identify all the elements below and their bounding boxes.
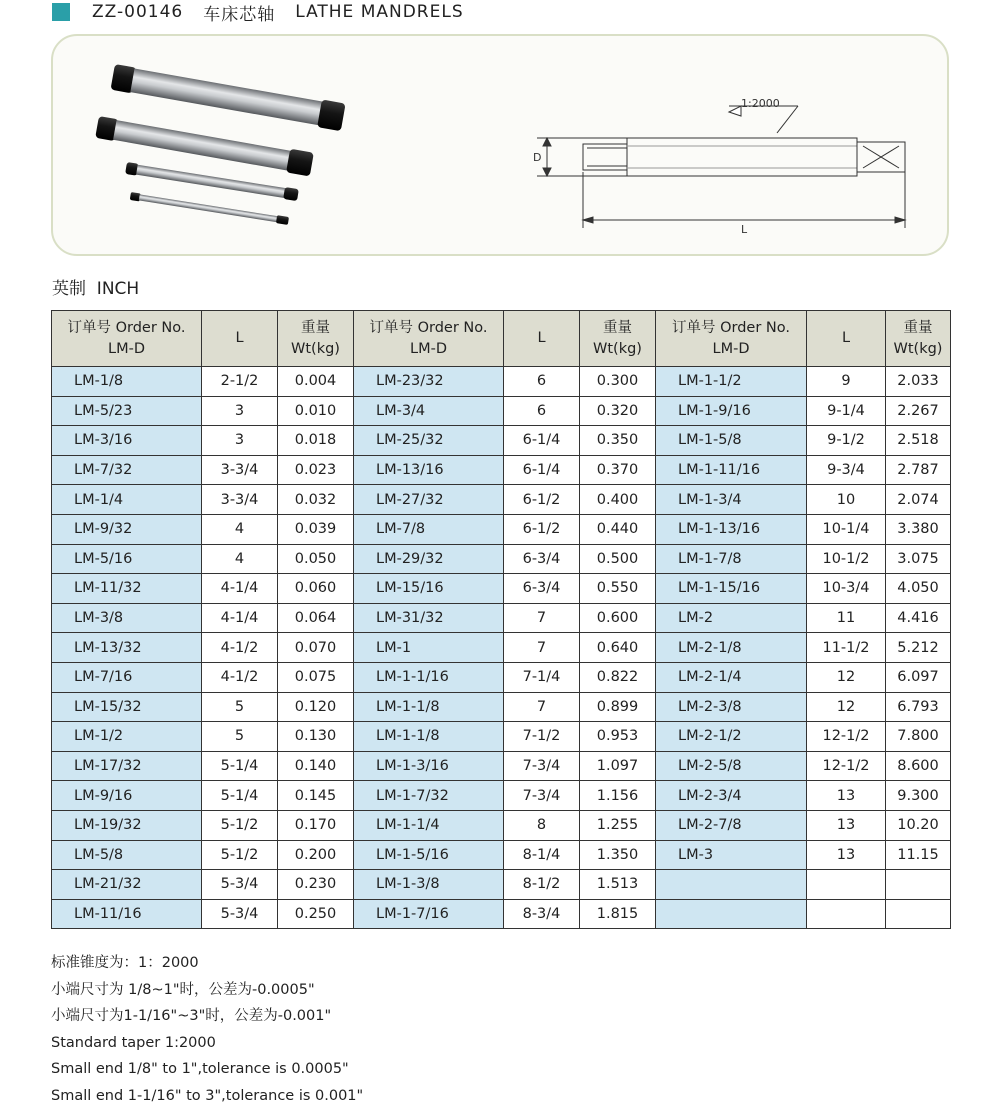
- note-line: 小端尺寸为1-1/16"~3"时，公差为-0.001": [51, 1003, 363, 1030]
- cell-weight: 0.145: [278, 781, 354, 811]
- product-title-cn: 车床芯轴: [203, 0, 275, 25]
- cell-length: 3-3/4: [202, 455, 278, 485]
- cell-order-no: LM-17/32: [52, 751, 202, 781]
- table-row: [52, 899, 951, 929]
- cell-length: 11: [807, 603, 886, 633]
- cell-order-no: LM-1/2: [52, 722, 202, 752]
- table-row: [52, 870, 951, 900]
- table-row: [52, 603, 951, 633]
- cell-order-no: LM-1-15/16: [656, 574, 807, 604]
- product-code: ZZ-00146: [92, 2, 183, 22]
- cell-order-no: LM-11/32: [52, 574, 202, 604]
- cell-order-no: LM-31/32: [354, 603, 504, 633]
- cell-weight: 1.156: [580, 781, 656, 811]
- cell-weight: 3.075: [886, 544, 951, 574]
- cell-weight: 0.140: [278, 751, 354, 781]
- mandrel-spec-table: [51, 310, 951, 929]
- cell-length: 7-3/4: [504, 751, 580, 781]
- cell-length: 10-3/4: [807, 574, 886, 604]
- table-row: [52, 722, 951, 752]
- cell-weight: 0.300: [580, 367, 656, 397]
- cell-order-no: LM-1: [354, 633, 504, 663]
- cell-weight: 2.267: [886, 396, 951, 426]
- cell-length: 13: [807, 810, 886, 840]
- cell-length: 4-1/4: [202, 574, 278, 604]
- table-row: [52, 455, 951, 485]
- table-row: [52, 781, 951, 811]
- cell-weight: 0.440: [580, 514, 656, 544]
- cell-order-no: LM-7/8: [354, 514, 504, 544]
- cell-length: 13: [807, 781, 886, 811]
- cell-length: 9: [807, 367, 886, 397]
- cell-order-no: LM-13/16: [354, 455, 504, 485]
- cell-length: 5-1/4: [202, 751, 278, 781]
- cell-order-no: LM-1-1/8: [354, 692, 504, 722]
- cell-order-no: LM-7/16: [52, 662, 202, 692]
- cell-length: 5-1/2: [202, 810, 278, 840]
- cell-weight: [886, 870, 951, 900]
- cell-weight: 0.070: [278, 633, 354, 663]
- note-line: Standard taper 1:2000: [51, 1030, 363, 1057]
- note-line: Small end 1-1/16" to 3",tolerance is 0.001": [51, 1083, 363, 1109]
- cell-length: 6: [504, 396, 580, 426]
- cell-order-no: LM-1/8: [52, 367, 202, 397]
- cell-order-no: LM-1-3/16: [354, 751, 504, 781]
- cell-order-no: LM-9/16: [52, 781, 202, 811]
- cell-order-no: LM-2-1/2: [656, 722, 807, 752]
- col-header-order: 订单号 Order No. LM-D: [354, 311, 504, 367]
- cell-length: 4: [202, 544, 278, 574]
- cell-length: 4: [202, 514, 278, 544]
- cell-length: 3-3/4: [202, 485, 278, 515]
- col-header-order: 订单号 Order No. LM-D: [656, 311, 807, 367]
- col-header-weight: 重量 Wt(kg): [580, 311, 656, 367]
- cell-weight: 0.060: [278, 574, 354, 604]
- cell-order-no: LM-23/32: [354, 367, 504, 397]
- cell-weight: 1.097: [580, 751, 656, 781]
- taper-label: 1:2000: [741, 97, 780, 110]
- cell-weight: 0.822: [580, 662, 656, 692]
- cell-length: 3: [202, 396, 278, 426]
- cell-weight: 0.018: [278, 426, 354, 456]
- table-body: [52, 367, 951, 929]
- table-row: [52, 514, 951, 544]
- cell-order-no: LM-15/16: [354, 574, 504, 604]
- col-header-length: L: [202, 311, 278, 367]
- cell-length: 12: [807, 692, 886, 722]
- cell-order-no: LM-1-7/8: [656, 544, 807, 574]
- cell-order-no: LM-5/16: [52, 544, 202, 574]
- mandrel-photo-4: [130, 192, 289, 225]
- notes-block: [51, 950, 363, 1109]
- cell-length: 10: [807, 485, 886, 515]
- col-header-length: L: [807, 311, 886, 367]
- cell-weight: 2.033: [886, 367, 951, 397]
- cell-order-no: LM-1-5/8: [656, 426, 807, 456]
- cell-order-no: LM-25/32: [354, 426, 504, 456]
- cell-length: 7: [504, 603, 580, 633]
- table-row: [52, 544, 951, 574]
- table-row: [52, 367, 951, 397]
- product-title-en: LATHE MANDRELS: [295, 2, 463, 22]
- cell-order-no: LM-5/8: [52, 840, 202, 870]
- cell-weight: 9.300: [886, 781, 951, 811]
- cell-weight: 2.074: [886, 485, 951, 515]
- cell-order-no: LM-1-1/4: [354, 810, 504, 840]
- cell-order-no: LM-1-13/16: [656, 514, 807, 544]
- cell-order-no: LM-27/32: [354, 485, 504, 515]
- cell-order-no: LM-3/8: [52, 603, 202, 633]
- cell-weight: 1.255: [580, 810, 656, 840]
- cell-weight: 0.039: [278, 514, 354, 544]
- cell-length: 10-1/2: [807, 544, 886, 574]
- header-square-icon: [52, 3, 70, 21]
- cell-order-no: LM-7/32: [52, 455, 202, 485]
- cell-weight: 0.370: [580, 455, 656, 485]
- cell-length: 6-1/2: [504, 485, 580, 515]
- cell-weight: 6.793: [886, 692, 951, 722]
- table-row: [52, 692, 951, 722]
- cell-weight: 0.230: [278, 870, 354, 900]
- cell-weight: 0.500: [580, 544, 656, 574]
- length-label: L: [741, 223, 748, 236]
- cell-weight: 0.023: [278, 455, 354, 485]
- cell-weight: 11.15: [886, 840, 951, 870]
- cell-order-no: LM-1-11/16: [656, 455, 807, 485]
- cell-weight: 0.032: [278, 485, 354, 515]
- cell-length: 6-3/4: [504, 544, 580, 574]
- mandrel-technical-drawing: [537, 106, 905, 228]
- cell-order-no: LM-3/4: [354, 396, 504, 426]
- cell-order-no: LM-13/32: [52, 633, 202, 663]
- cell-order-no: LM-19/32: [52, 810, 202, 840]
- table-row: [52, 426, 951, 456]
- cell-weight: 1.815: [580, 899, 656, 929]
- cell-order-no: LM-11/16: [52, 899, 202, 929]
- table-row: [52, 633, 951, 663]
- cell-length: 8: [504, 810, 580, 840]
- cell-order-no: LM-5/23: [52, 396, 202, 426]
- cell-order-no: LM-1-7/32: [354, 781, 504, 811]
- cell-weight: 0.250: [278, 899, 354, 929]
- cell-weight: 0.350: [580, 426, 656, 456]
- cell-length: 4-1/2: [202, 662, 278, 692]
- cell-order-no: LM-1-3/8: [354, 870, 504, 900]
- note-line: 小端尺寸为 1/8~1"时，公差为-0.0005": [51, 977, 363, 1004]
- product-image-panel: [51, 34, 949, 256]
- page-header: [52, 0, 464, 24]
- table-row: [52, 751, 951, 781]
- cell-length: 5-1/4: [202, 781, 278, 811]
- table-header-row: [52, 311, 951, 367]
- cell-weight: 5.212: [886, 633, 951, 663]
- note-line: 标准锥度为：1：2000: [51, 950, 363, 977]
- cell-weight: 0.050: [278, 544, 354, 574]
- cell-order-no: [656, 899, 807, 929]
- cell-order-no: LM-2-7/8: [656, 810, 807, 840]
- table-row: [52, 396, 951, 426]
- cell-weight: 3.380: [886, 514, 951, 544]
- cell-length: 10-1/4: [807, 514, 886, 544]
- cell-length: 8-1/4: [504, 840, 580, 870]
- cell-weight: 0.640: [580, 633, 656, 663]
- product-illustration: [53, 36, 947, 254]
- cell-length: 7: [504, 692, 580, 722]
- cell-order-no: LM-2-3/4: [656, 781, 807, 811]
- cell-length: 8-1/2: [504, 870, 580, 900]
- cell-weight: 0.400: [580, 485, 656, 515]
- cell-order-no: LM-1-9/16: [656, 396, 807, 426]
- cell-length: 5-3/4: [202, 870, 278, 900]
- cell-weight: 7.800: [886, 722, 951, 752]
- col-header-weight: 重量 Wt(kg): [886, 311, 951, 367]
- cell-length: 6: [504, 367, 580, 397]
- table-row: [52, 810, 951, 840]
- cell-weight: 10.20: [886, 810, 951, 840]
- note-line: Small end 1/8" to 1",tolerance is 0.0005": [51, 1056, 363, 1083]
- table-row: [52, 574, 951, 604]
- col-header-weight: 重量 Wt(kg): [278, 311, 354, 367]
- cell-weight: 0.170: [278, 810, 354, 840]
- cell-length: 11-1/2: [807, 633, 886, 663]
- cell-weight: 0.600: [580, 603, 656, 633]
- cell-order-no: LM-3/16: [52, 426, 202, 456]
- cell-weight: 0.064: [278, 603, 354, 633]
- cell-length: [807, 870, 886, 900]
- cell-length: 9-3/4: [807, 455, 886, 485]
- cell-order-no: LM-1-1/2: [656, 367, 807, 397]
- cell-length: 6-3/4: [504, 574, 580, 604]
- col-header-order: 订单号 Order No. LM-D: [52, 311, 202, 367]
- cell-weight: 0.320: [580, 396, 656, 426]
- table-row: [52, 485, 951, 515]
- cell-length: 13: [807, 840, 886, 870]
- cell-weight: 0.899: [580, 692, 656, 722]
- cell-order-no: LM-2-1/4: [656, 662, 807, 692]
- cell-order-no: LM-1-5/16: [354, 840, 504, 870]
- cell-order-no: LM-2: [656, 603, 807, 633]
- cell-weight: 0.004: [278, 367, 354, 397]
- cell-weight: [886, 899, 951, 929]
- cell-order-no: LM-1-1/8: [354, 722, 504, 752]
- cell-order-no: LM-3: [656, 840, 807, 870]
- cell-length: 4-1/2: [202, 633, 278, 663]
- cell-weight: 4.416: [886, 603, 951, 633]
- cell-order-no: LM-9/32: [52, 514, 202, 544]
- cell-length: 12-1/2: [807, 751, 886, 781]
- cell-weight: 0.120: [278, 692, 354, 722]
- cell-length: 12-1/2: [807, 722, 886, 752]
- cell-length: 8-3/4: [504, 899, 580, 929]
- cell-weight: 0.953: [580, 722, 656, 752]
- cell-order-no: LM-2-1/8: [656, 633, 807, 663]
- cell-order-no: LM-29/32: [354, 544, 504, 574]
- cell-length: 7-3/4: [504, 781, 580, 811]
- cell-length: 5-1/2: [202, 840, 278, 870]
- cell-weight: 0.130: [278, 722, 354, 752]
- cell-order-no: LM-1-1/16: [354, 662, 504, 692]
- cell-weight: 0.200: [278, 840, 354, 870]
- cell-length: 7: [504, 633, 580, 663]
- cell-weight: 0.075: [278, 662, 354, 692]
- cell-weight: 2.787: [886, 455, 951, 485]
- cell-length: 6-1/4: [504, 426, 580, 456]
- mandrel-photo-1: [110, 63, 345, 131]
- cell-length: 2-1/2: [202, 367, 278, 397]
- table-row: [52, 662, 951, 692]
- cell-length: 7-1/2: [504, 722, 580, 752]
- cell-length: 6-1/4: [504, 455, 580, 485]
- cell-length: 7-1/4: [504, 662, 580, 692]
- cell-length: 3: [202, 426, 278, 456]
- cell-order-no: LM-2-3/8: [656, 692, 807, 722]
- cell-length: 5: [202, 722, 278, 752]
- cell-weight: 2.518: [886, 426, 951, 456]
- cell-length: 12: [807, 662, 886, 692]
- cell-order-no: LM-1/4: [52, 485, 202, 515]
- section-title: 英制 INCH: [52, 274, 139, 299]
- cell-length: [807, 899, 886, 929]
- cell-order-no: LM-1-7/16: [354, 899, 504, 929]
- cell-weight: 0.550: [580, 574, 656, 604]
- cell-length: 9-1/4: [807, 396, 886, 426]
- table-row: [52, 840, 951, 870]
- cell-weight: 8.600: [886, 751, 951, 781]
- diameter-label: D: [533, 151, 541, 164]
- cell-weight: 0.010: [278, 396, 354, 426]
- cell-length: 6-1/2: [504, 514, 580, 544]
- cell-weight: 6.097: [886, 662, 951, 692]
- cell-order-no: LM-21/32: [52, 870, 202, 900]
- cell-length: 9-1/2: [807, 426, 886, 456]
- col-header-length: L: [504, 311, 580, 367]
- cell-order-no: [656, 870, 807, 900]
- cell-weight: 4.050: [886, 574, 951, 604]
- cell-length: 4-1/4: [202, 603, 278, 633]
- cell-length: 5: [202, 692, 278, 722]
- cell-weight: 1.350: [580, 840, 656, 870]
- cell-length: 5-3/4: [202, 899, 278, 929]
- cell-order-no: LM-1-3/4: [656, 485, 807, 515]
- cell-order-no: LM-15/32: [52, 692, 202, 722]
- cell-order-no: LM-2-5/8: [656, 751, 807, 781]
- cell-weight: 1.513: [580, 870, 656, 900]
